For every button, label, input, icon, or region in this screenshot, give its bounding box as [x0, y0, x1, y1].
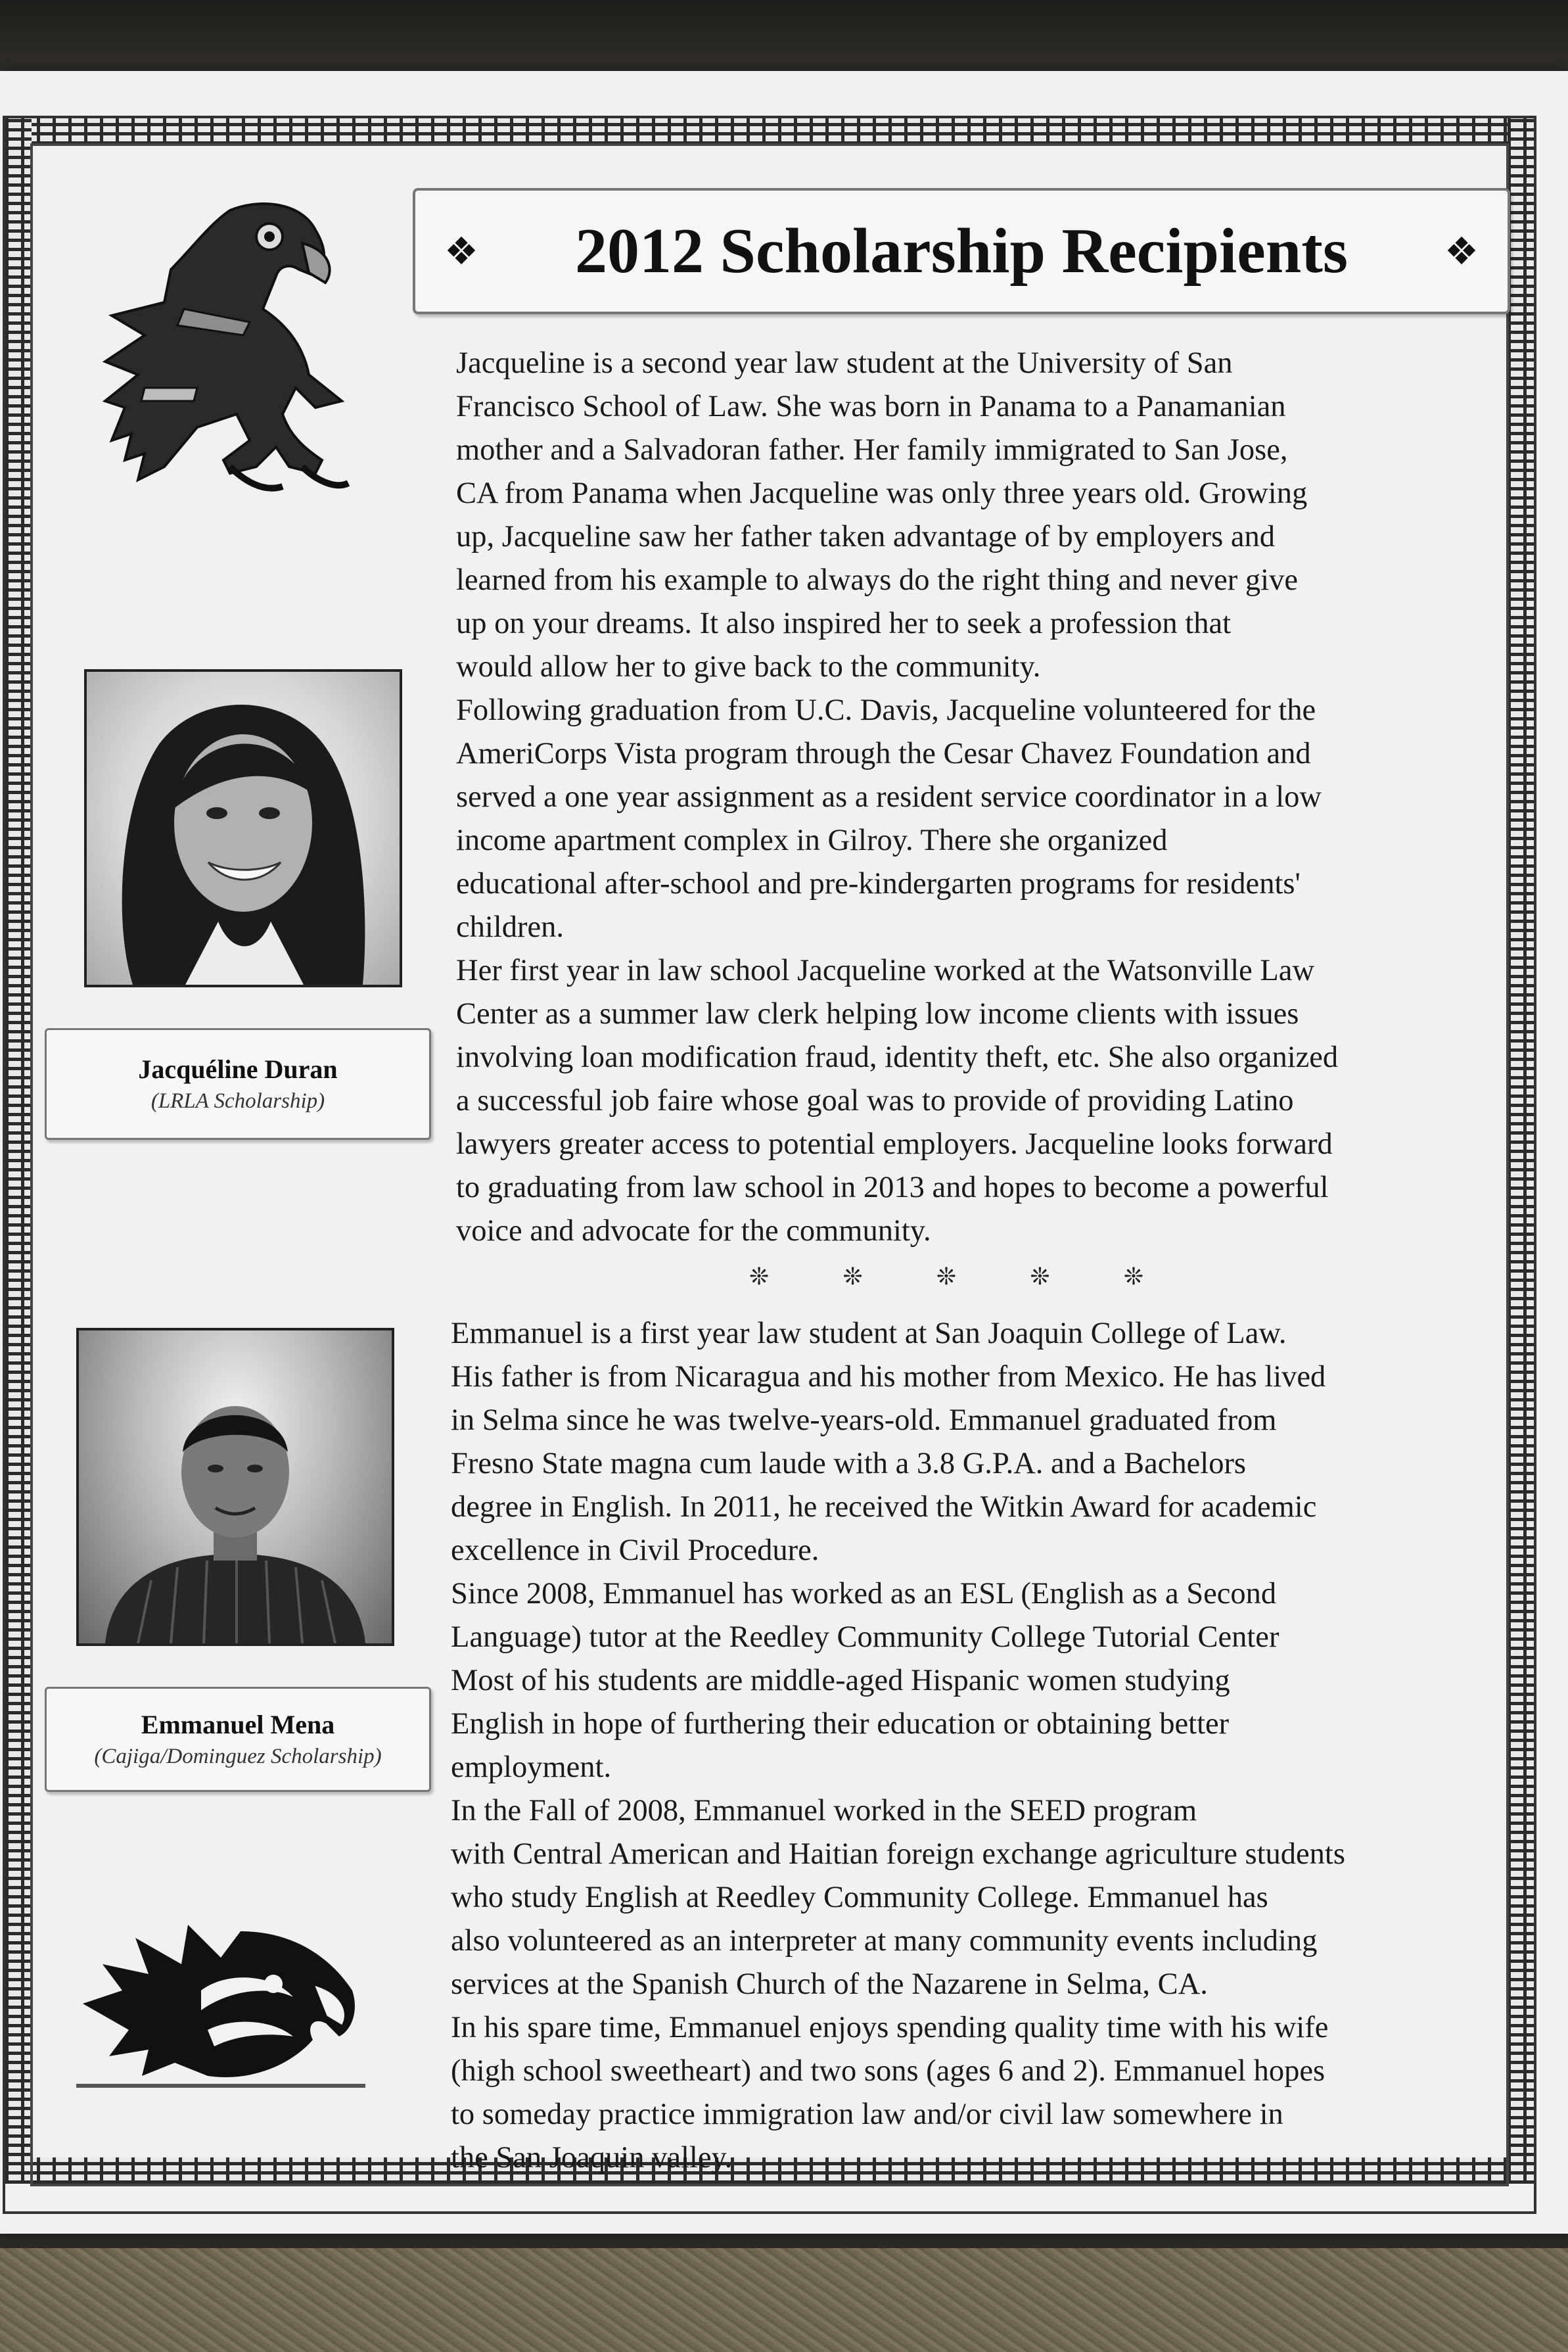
article-jacqueline: Jacqueline is a second year law student at the University of San Francisco School of Law. She was born in Panama to a Panamanian mother and a Salvadoran father. Her family immigrated to San Jose, CA from Panama when Jacqueline was only three years old. Growing up, Jacqueline saw her father taken advantage of by employers and learned from his example to always do the right thing and never give up on your dreams. It also inspired her to seek a profession that would allow her to give back to the community. Following graduation from U.C. Davis, Jacqueline volunteered for the AmeriCorps Vista program through the Cesar Chavez Foundation and served a one year assignment as a resident service coordinator in a low income apartment complex in Gilroy. There she organized educational after-school and pre-kindergarten programs for residents' children. Her first year in law school Jacqueline worked at the Watsonville Law Center as a summer law clerk helping low income clients with issues involving loan modification fraud, identity theft, etc. She also organized a successful job faire whose goal was to provide of providing Latino lawyers greater access to potential employers. Jacqueline looks forward to graduating from law school in 2013 and hopes to become a powerful voice and advocate for the community. — [456, 346, 1339, 1248]
portrait-figure — [87, 672, 400, 985]
portrait-photo-jacqueline — [84, 669, 402, 987]
recipient-name: Jacquéline Duran — [138, 1054, 338, 1084]
diamond-ornament-icon: ❖ — [1444, 229, 1479, 273]
background-ground — [0, 2248, 1568, 2352]
portrait-photo-emmanuel — [76, 1328, 394, 1646]
diamond-ornament-icon: ❖ — [444, 229, 478, 273]
asterisk-ornament-icon: ❊ — [1123, 1263, 1143, 1290]
recipient-name: Emmanuel Mena — [141, 1710, 335, 1739]
aztec-eagle-icon — [66, 191, 407, 532]
scholarship-label: (LRLA Scholarship) — [150, 1089, 325, 1113]
section-separator — [749, 1263, 1143, 1290]
eagle-head-logo-icon — [76, 1912, 365, 2089]
page-title: 2012 Scholarship Recipients — [574, 216, 1349, 287]
scholarship-label: (Cajiga/Dominguez Scholarship) — [94, 1745, 382, 1768]
recipient-name-card — [45, 1687, 431, 1792]
portrait-figure — [79, 1330, 392, 1643]
recipient-name-card — [45, 1028, 431, 1140]
article-emmanuel: Emmanuel is a first year law student at San Joaquin College of Law. His father is from Nicaragua and his mother from Mexico. He has lived in Selma since he was twelve-years-old. Emmanuel graduated from Fresno State magna cum laude with a 3.8 G.P.A. and a Bachelors degree in English. In 2011, he received the Witkin Award for academic excellence in Civil Procedure. Since 2008, Emmanuel has worked as an ESL (English as a Second Language) tutor at the Reedley Community College Tutorial Center Most of his students are middle-aged Hispanic women studying English in hope of furthering their education or obtaining better employment. In the Fall of 2008, Emmanuel worked in the SEED program with Central American and Haitian foreign exchange agriculture students who study English at Reedley Community College. Emmanuel has also volunteered as an interpreter at many community events including services at the Spanish Church of the Nazarene in Selma, CA. In his spare time, Emmanuel enjoys spending quality time with his wife (high school sweetheart) and two sons (ages 6 and 2). Emmanuel hopes to someday practice immigration law and/or civil law somewhere in the San Joaquin valley. — [451, 1317, 1345, 2175]
title-banner — [413, 188, 1510, 314]
asterisk-ornament-icon: ❊ — [1030, 1263, 1050, 1290]
asterisk-ornament-icon: ❊ — [842, 1263, 863, 1290]
asterisk-ornament-icon: ❊ — [936, 1263, 957, 1290]
asterisk-ornament-icon: ❊ — [749, 1263, 770, 1290]
